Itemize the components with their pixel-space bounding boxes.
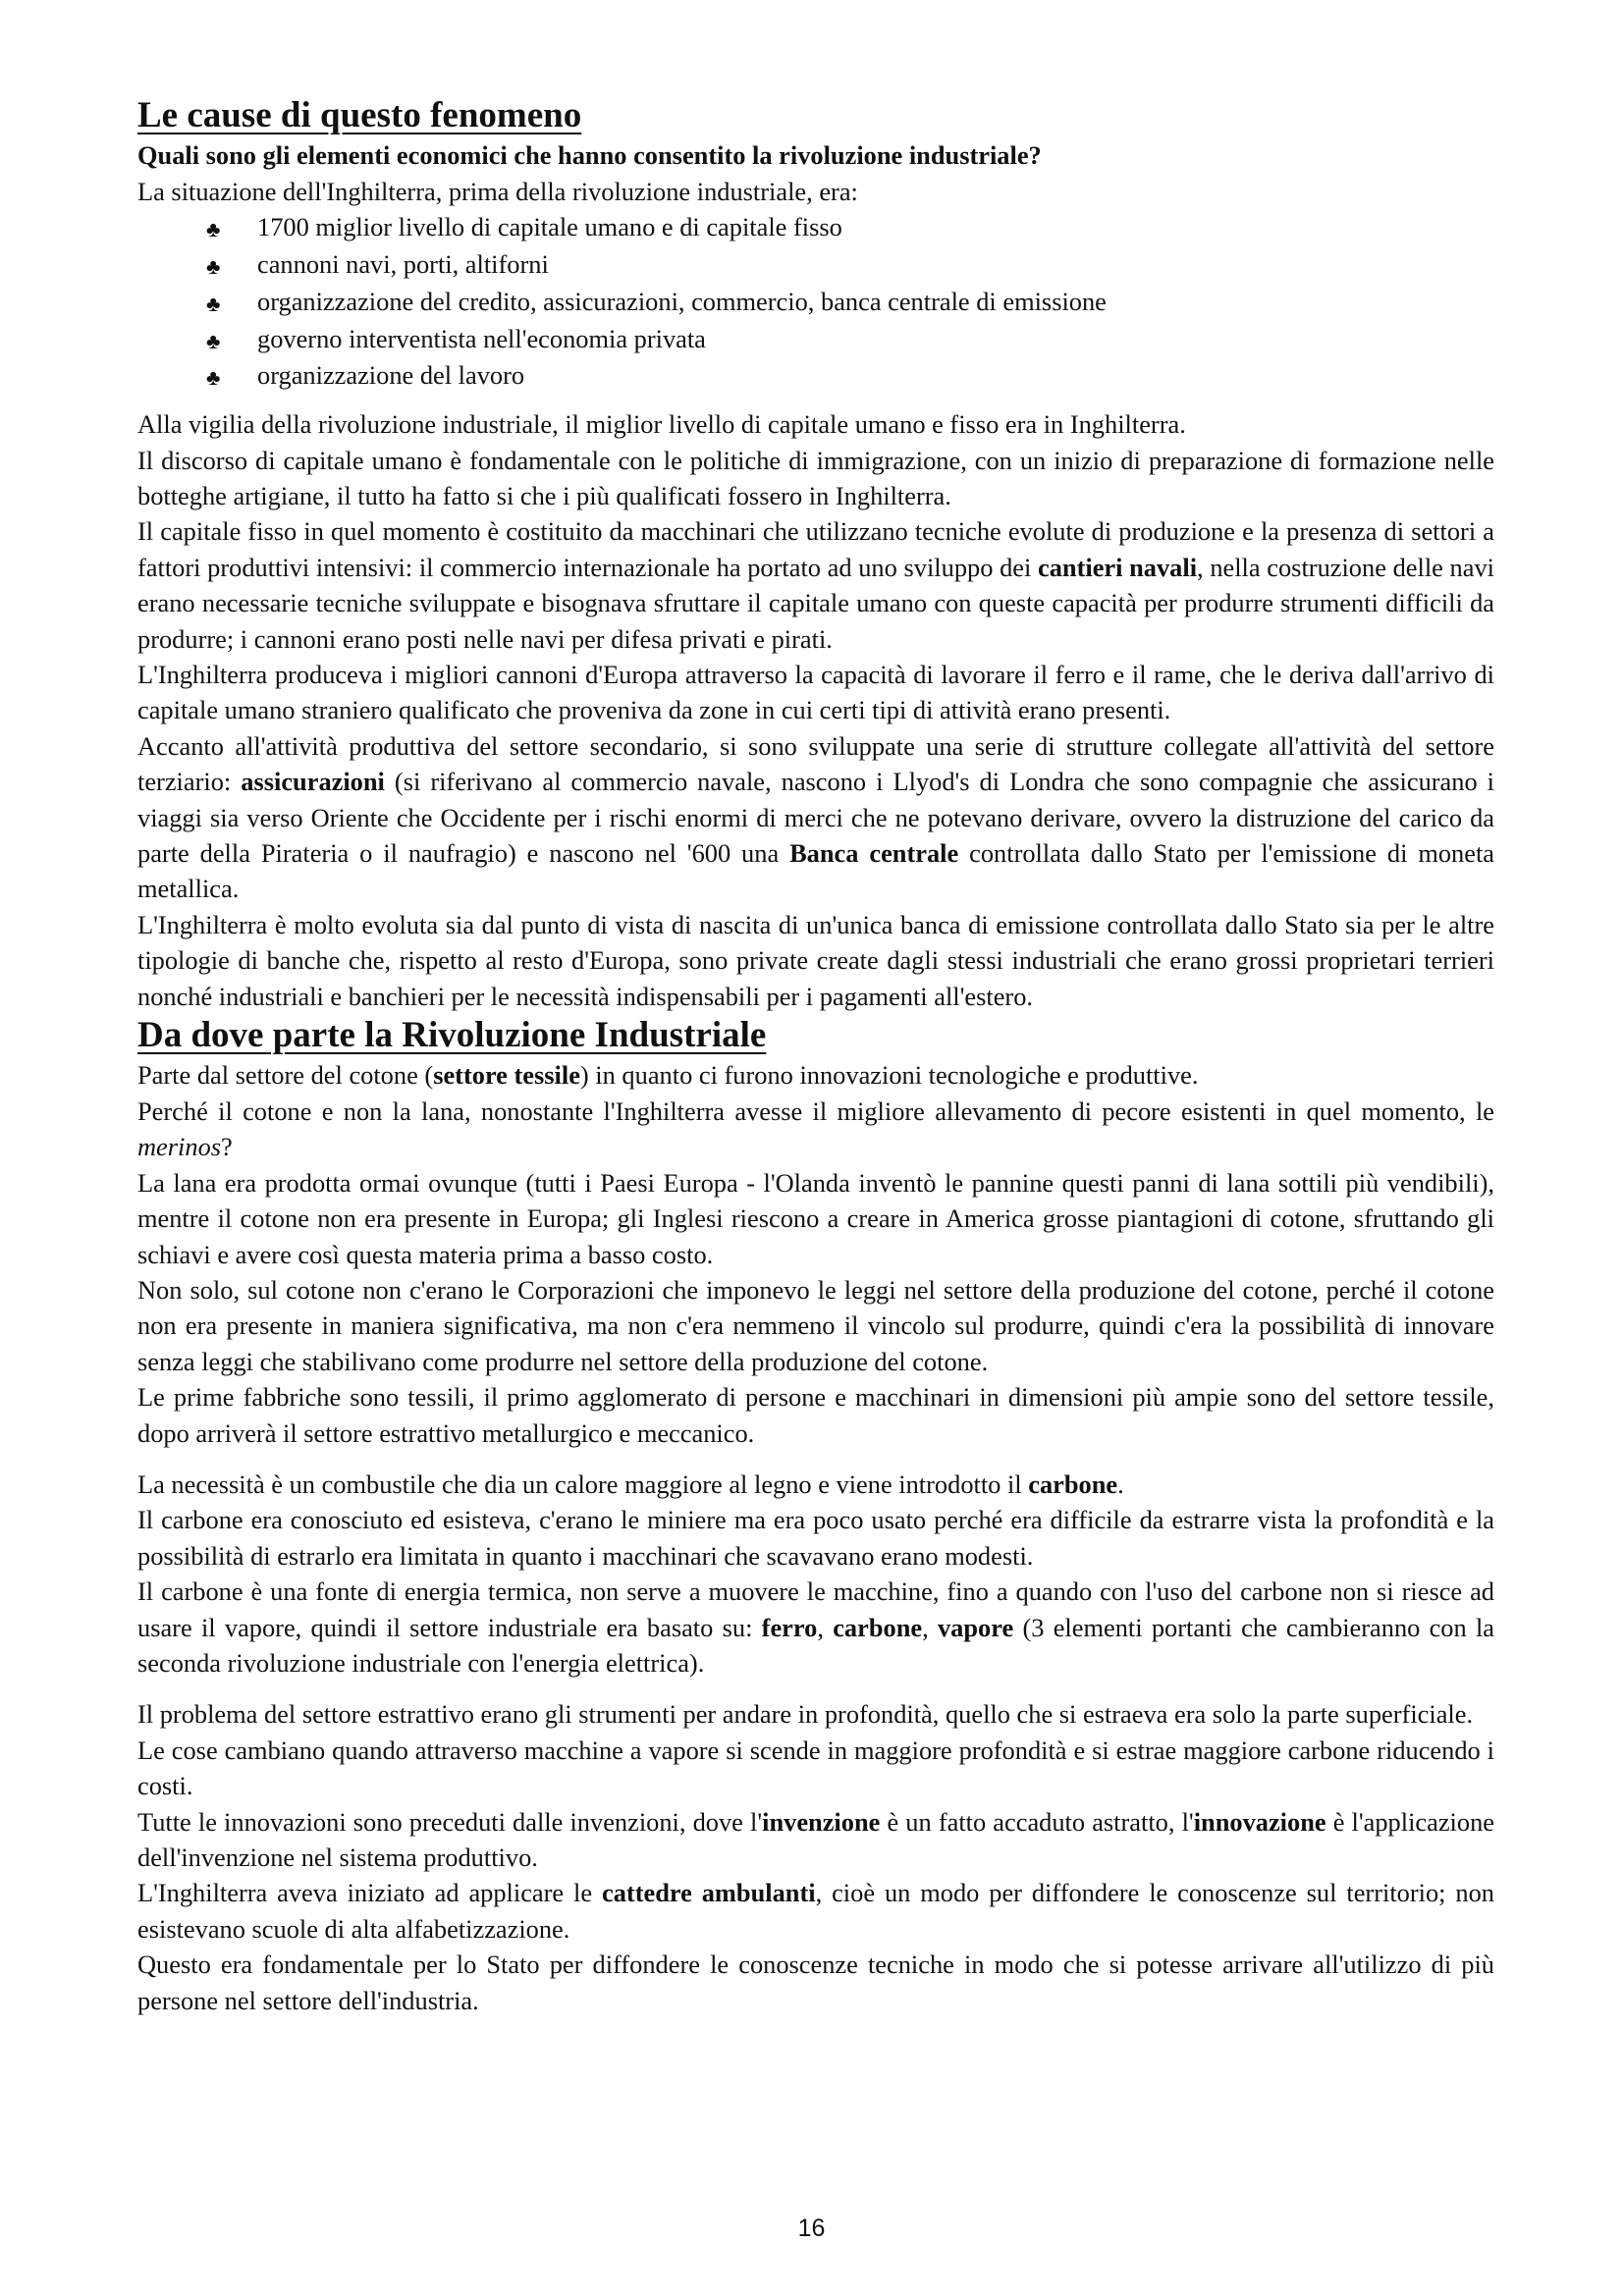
club-suit-icon: ♣: [206, 254, 221, 279]
bold-term: ferro: [761, 1612, 818, 1642]
paragraph: Il carbone è una fonte di energia termica, non serve a muovere le macchine, fino a quando con l'uso del carbone non si riesce ad usare il vapore, quindi il settore industriale era basato su: ferro, carbone, vapore (3 elementi portanti che cambieranno con la seconda rivoluzione industriale con l'energia elettrica).: [137, 1576, 1495, 1678]
paragraph: Il capitale fisso in quel momento è costituito da macchinari che utilizzano tecniche evolute di produzione e la presenza di settori a fattori produttivi intensivi: il commercio internazionale ha portato ad uno sviluppo dei cantieri navali, nella costruzione delle navi erano necessarie tecniche sviluppate e bisognava sfruttare il capitale umano con queste capacità per produrre strumenti difficili da produrre; i cannoni erano posti nelle navi per difesa privati e pirati.: [137, 516, 1494, 654]
intro-paragraph: La situazione dell'Inghilterra, prima della rivoluzione industriale, era:: [137, 176, 858, 206]
bold-term: Banca centrale: [789, 838, 959, 869]
paragraph: Parte dal settore del cotone (settore tessile) in quanto ci furono innovazioni tecnologiche e produttive.: [137, 1060, 1199, 1091]
document-page: [137, 94, 1494, 2018]
list-item: ♣ organizzazione del lavoro: [137, 357, 1494, 395]
club-suit-icon: ♣: [206, 365, 221, 391]
bold-term: carbone: [1028, 1468, 1118, 1499]
club-suit-icon: ♣: [206, 328, 221, 353]
paragraph: L'Inghilterra aveva iniziato ad applicare le cattedre ambulanti, cioè un modo per diffondere le conoscenze sul territorio; non esistevano scuole di alta alfabetizzazione.: [137, 1878, 1494, 1944]
bullet-list: [137, 209, 1494, 395]
bold-term: assicurazioni: [241, 767, 385, 797]
bold-term: cattedre ambulanti: [602, 1878, 816, 1908]
list-item: ♣ cannoni navi, porti, altiforni: [137, 246, 1494, 284]
bold-term: invenzione: [762, 1806, 881, 1837]
club-suit-icon: ♣: [206, 217, 221, 242]
bold-term: vapore: [937, 1612, 1014, 1642]
paragraph: L'Inghilterra è molto evoluta sia dal punto di vista di nascita di un'unica banca di emissione controllata dallo Stato sia per le altre tipologie di banche che, rispetto al resto d'Europa, sono private create dagli stessi industriali che erano grossi proprietari terrieri nonché industriali e banchieri per le necessità indispensabili per i pagamenti all'estero.: [137, 909, 1494, 1011]
paragraph: Il problema del settore estrattivo erano gli strumenti per andare in profondità, quello che si estraeva era solo la parte superficiale.: [137, 1699, 1474, 1730]
paragraph: Le cose cambiano quando attraverso macchine a vapore si scende in maggiore profondità e si estrae maggiore carbone riducendo i costi.: [137, 1735, 1494, 1801]
paragraph: Le prime fabbriche sono tessili, il primo agglomerato di persone e macchinari in dimensioni più ampie sono del settore tessile, dopo arriverà il settore estrattivo metallurgico e meccanico.: [137, 1382, 1494, 1448]
club-suit-icon: ♣: [206, 291, 221, 316]
italic-term: merinos: [137, 1132, 222, 1162]
paragraph: Alla vigilia della rivoluzione industriale, il miglior livello di capitale umano e fisso era in Inghilterra.: [137, 409, 1186, 440]
list-item: ♣ organizzazione del credito, assicurazioni, commercio, banca centrale di emissione: [137, 284, 1494, 321]
paragraph: Perché il cotone e non la lana, nonostante l'Inghilterra avesse il migliore allevamento di pecore esistenti in quel momento, le merinos?: [137, 1095, 1494, 1162]
list-item: ♣ 1700 miglior livello di capitale umano e di capitale fisso: [137, 209, 1494, 246]
paragraph: Questo era fondamentale per lo Stato per diffondere le conoscenze tecniche in modo che si potesse arrivare all'utilizzo di più persone nel settore dell'industria.: [137, 1949, 1494, 2015]
bold-term: settore tessile: [433, 1060, 580, 1091]
section-title: Le cause di questo fenomeno: [137, 95, 582, 135]
paragraph: Il carbone era conosciuto ed esisteva, c'erano le miniere ma era poco usato perché era difficile da estrarre vista la profondità e la possibilità di estrarlo era limitata in quanto i macchinari che scavavano erano modesti.: [137, 1505, 1494, 1571]
page-number: 16: [797, 2215, 826, 2242]
paragraph: Accanto all'attività produttiva del settore secondario, si sono sviluppate una serie di strutture collegate all'attività del settore terziario: assicurazioni (si riferivano al commercio navale, nascono i Llyod's di Londra che sono compagnie che assicurano i viaggi sia verso Oriente che Occidente per i rischi enormi di merci che ne potevano derivare, ovvero la distruzione del carico da parte della Pirateria o il naufragio) e nascono nel '600 una Banca centrale controllata dallo Stato per l'emissione di moneta metallica.: [137, 730, 1495, 904]
paragraph: Il discorso di capitale umano è fondamentale con le politiche di immigrazione, con un inizio di preparazione di formazione nelle botteghe artigiane, il tutto ha fatto si che i più qualificati fossero in Inghilterra.: [137, 445, 1494, 510]
question-heading: Quali sono gli elementi economici che hanno consentito la rivoluzione industriale?: [137, 140, 1042, 171]
paragraph: La necessità è un combustile che dia un calore maggiore al legno e viene introdotto il carbone.: [137, 1468, 1124, 1499]
bold-term: innovazione: [1193, 1806, 1326, 1837]
paragraph: Non solo, sul cotone non c'erano le Corporazioni che imponevo le leggi nel settore della produzione del cotone, perché il cotone non era presente in maniera significativa, ma non c'era nemmeno il vincolo sul produrre, quindi c'era la possibilità di innovare senza leggi che stabilivano come produrre nel settore della produzione del cotone.: [137, 1274, 1494, 1376]
bold-term: cantieri navali: [1037, 552, 1198, 582]
bold-term: carbone: [833, 1612, 923, 1642]
paragraph: La lana era prodotta ormai ovunque (tutti i Paesi Europa - l'Olanda inventò le pannine questi panni di lana sottili più vendibili), mentre il cotone non era presente in Europa; gli Inglesi riescono a creare in America grosse piantagioni di cotone, sfruttando gli schiavi e avere così questa materia prima a basso costo.: [137, 1167, 1494, 1269]
section-title: Da dove parte la Rivoluzione Industriale: [137, 1015, 767, 1056]
paragraph: Tutte le innovazioni sono preceduti dalle invenzioni, dove l'invenzione è un fatto accaduto astratto, l'innovazione è l'applicazione dell'invenzione nel sistema produttivo.: [137, 1806, 1494, 1873]
list-item: ♣ governo interventista nell'economia privata: [137, 321, 1494, 358]
paragraph: L'Inghilterra produceva i migliori cannoni d'Europa attraverso la capacità di lavorare il ferro e il rame, che le deriva dall'arrivo di capitale umano straniero qualificato che proveniva da zone in cui certi tipi di attività erano presenti.: [137, 660, 1494, 725]
